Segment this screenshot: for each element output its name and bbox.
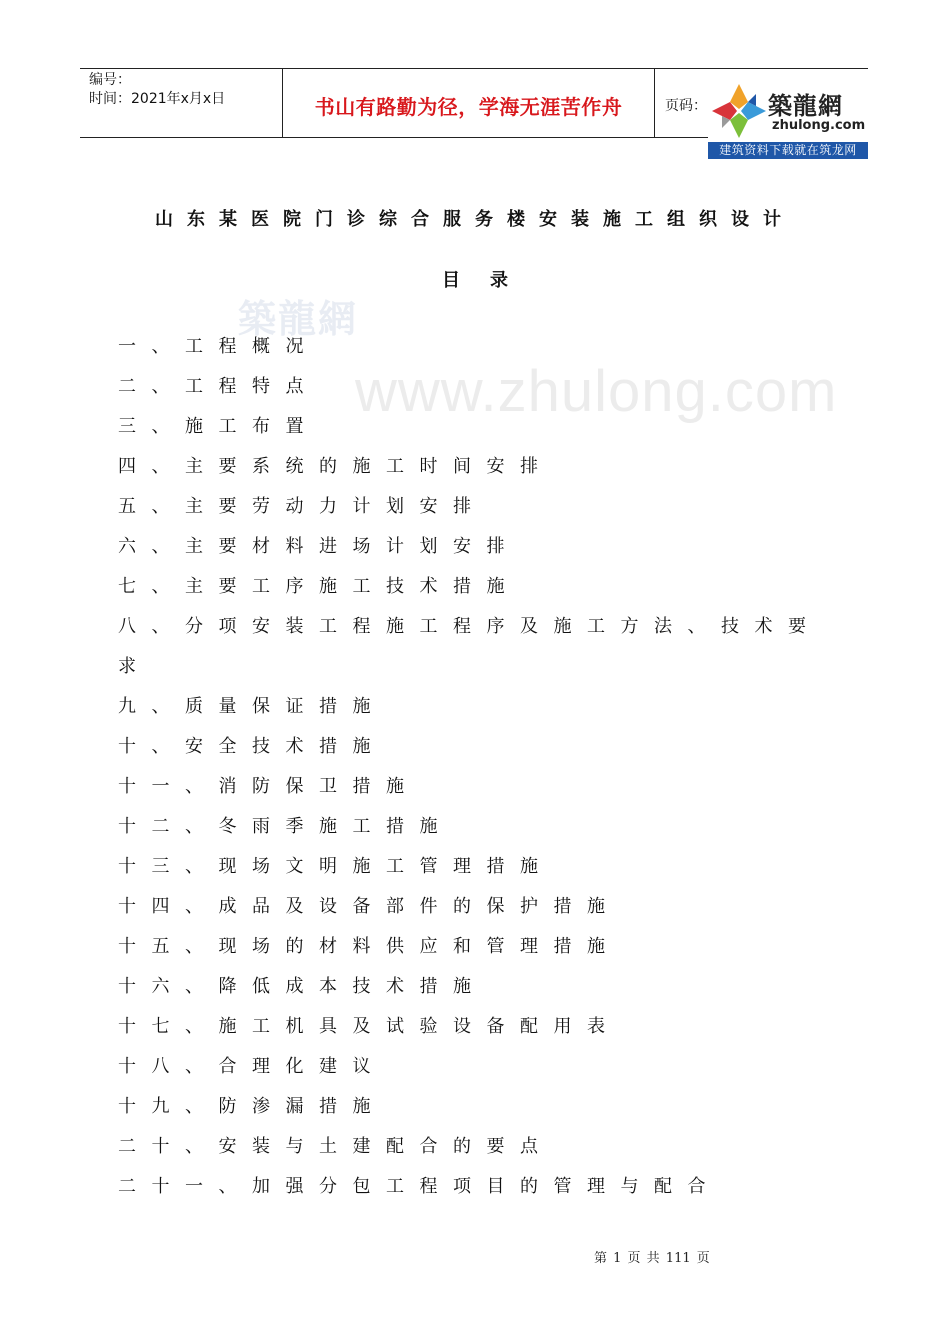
page-footer: 第 1 页 共 111 页 bbox=[594, 1251, 710, 1266]
toc-item[interactable]: 十四、成品及设备部件的保护措施 bbox=[118, 896, 621, 917]
toc-item[interactable]: 十六、降低成本技术措施 bbox=[118, 976, 487, 997]
logo-banner: 建筑资料下载就在筑龙网 bbox=[708, 142, 868, 159]
toc-item[interactable]: 八、分项安装工程施工程序及施工方法、技术要 bbox=[118, 616, 822, 637]
page-code-label: 页码： bbox=[665, 98, 707, 114]
header-motto-cell bbox=[283, 69, 655, 137]
toc-item[interactable]: 九、质量保证措施 bbox=[118, 696, 386, 717]
toc-item[interactable]: 十二、冬雨季施工措施 bbox=[118, 816, 453, 837]
time-label: 时间：2021年x月x日 bbox=[89, 91, 226, 107]
number-label: 编号： bbox=[89, 72, 131, 88]
toc-item[interactable]: 一、工程概况 bbox=[118, 336, 319, 357]
toc-item[interactable]: 十九、防渗漏措施 bbox=[118, 1096, 386, 1117]
watermark-en: www.zhulong.com bbox=[355, 359, 838, 424]
toc-item[interactable]: 二、工程特点 bbox=[118, 376, 319, 397]
toc-item[interactable]: 十八、合理化建议 bbox=[118, 1056, 386, 1077]
toc-item[interactable]: 十五、现场的材料供应和管理措施 bbox=[118, 936, 621, 957]
toc-item[interactable]: 十七、施工机具及试验设备配用表 bbox=[118, 1016, 621, 1037]
toc-item[interactable]: 七、主要工序施工技术措施 bbox=[118, 576, 520, 597]
toc-item[interactable]: 二十一、加强分包工程项目的管理与配合 bbox=[118, 1176, 721, 1197]
logo-domain: zhulong.com bbox=[772, 118, 866, 133]
logo-top bbox=[708, 82, 868, 140]
watermark-cn: 築龍網 bbox=[238, 296, 359, 341]
zhulong-logo bbox=[708, 82, 868, 159]
header-meta-cell bbox=[80, 69, 283, 137]
toc-item[interactable]: 十三、现场文明施工管理措施 bbox=[118, 856, 554, 877]
logo-name-cn: 築龍網 bbox=[768, 91, 843, 120]
toc-item[interactable]: 三、施工布置 bbox=[118, 416, 319, 437]
toc-heading: 目录 bbox=[442, 270, 538, 291]
toc-item[interactable]: 二十、安装与土建配合的要点 bbox=[118, 1136, 554, 1157]
logo-emblem-icon bbox=[710, 82, 768, 140]
motto: 书山有路勤为径，学海无涯苦作舟 bbox=[314, 95, 623, 119]
toc-item[interactable]: 六、主要材料进场计划安排 bbox=[118, 536, 520, 557]
document-title: 山东某医院门诊综合服务楼安装施工组织设计 bbox=[155, 209, 795, 230]
toc-item[interactable]: 五、主要劳动力计划安排 bbox=[118, 496, 487, 517]
toc-item[interactable]: 十一、消防保卫措施 bbox=[118, 776, 420, 797]
toc-item[interactable]: 四、主要系统的施工时间安排 bbox=[118, 456, 554, 477]
table-of-contents bbox=[118, 327, 838, 1207]
toc-item-continuation[interactable]: 求 bbox=[118, 656, 152, 677]
toc-item[interactable]: 十、安全技术措施 bbox=[118, 736, 386, 757]
